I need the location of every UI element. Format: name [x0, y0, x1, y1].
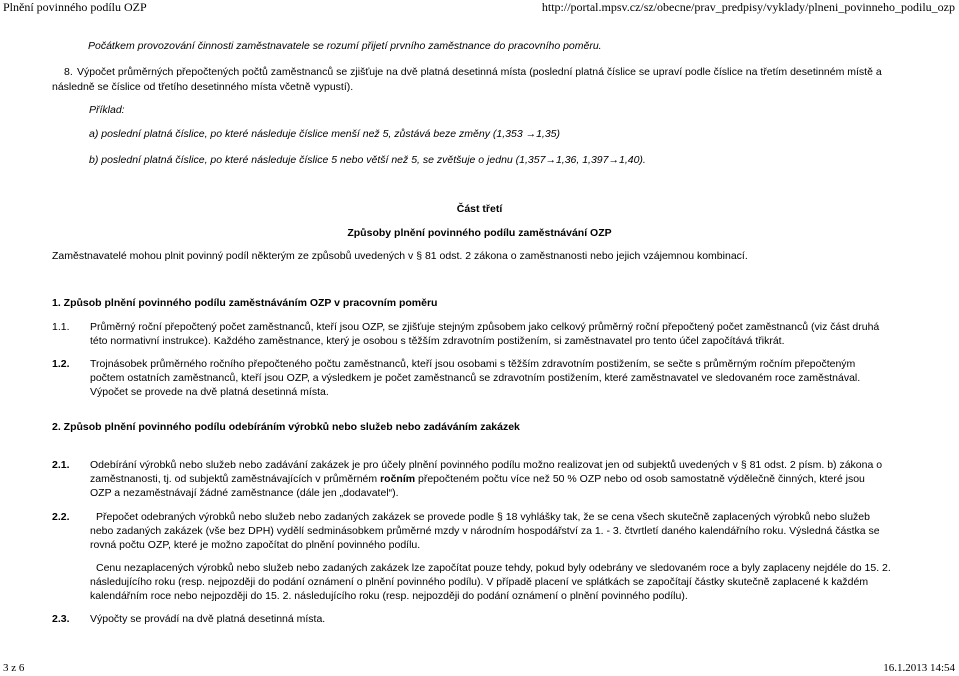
s22-line-2: nebo zadaných zakázek (vše bez DPH) vydělí sedminásobkem průměrné mzdy v národním hospodářství za 1. - 3. čtvrtletí daného kalendářního roku. Výsledná částka se [90, 525, 880, 537]
example-label: Příklad: [89, 104, 125, 116]
p8-line-2: následně se číslice od třetího desetinného místa včetně vypustí). [52, 81, 354, 93]
part-intro: Zaměstnavatelé mohou plnit povinný podíl některým ze způsobů uvedených v § 81 odst. 2 zákona o zaměstnanosti nebo jejich vzájemnou kombinací. [52, 250, 748, 262]
section-2-heading: 2. Způsob plnění povinného podílu odebíráním výrobků nebo služeb nebo zadáváním zakázek [52, 421, 520, 433]
s21-line-3: OZP a nezaměstnávají žádné zaměstnance (dále jen „dodavatel“). [90, 487, 399, 499]
s21-line-2-bold: ročním [380, 473, 416, 485]
header-url[interactable]: http://portal.mpsv.cz/sz/obecne/prav_predpisy/vyklady/plneni_povinneho_podilu_ozp [541, 0, 955, 14]
example-a: a) poslední platná číslice, po které následuje číslice menší než 5, zůstává beze změny (1,353 →1,35) [89, 128, 561, 140]
s21-line-2 [90, 472, 865, 487]
part-subtitle: Způsoby plnění povinného podílu zaměstnávání OZP [347, 227, 612, 239]
intro-text: Počátkem provozování činnosti zaměstnavatele se rozumí přijetí prvního zaměstnance do pracovního poměru. [88, 40, 602, 52]
s22-number: 2.2. [52, 511, 70, 523]
s21-line-1: Odebírání výrobků nebo služeb nebo zadávání zakázek je pro účely plnění povinného podílu možno realizovat jen od subjektů uvedených v § 81 odst. 2 písm. b) zákona o [90, 459, 883, 471]
s22-line-1: Přepočet odebraných výrobků nebo služeb nebo zadaných zakázek se provede podle § 18 vyhlášky tak, že se cena všech skutečně zaplacených výrobků nebo služeb [96, 511, 870, 523]
p8-number: 8. [64, 66, 73, 78]
p8-line-1: Výpočet průměrných přepočtených počtů zaměstnanců se zjišťuje na dvě platná desetinná místa (poslední platná číslice se upraví podle číslice na třetím desetinném místě a [77, 66, 882, 78]
s23-line-1: Výpočty se provádí na dvě platná desetinná místa. [90, 613, 326, 625]
s11-number: 1.1. [52, 321, 70, 333]
s12-line-3: Výpočet se provede na dvě platná desetinná místa. [90, 386, 329, 398]
s22b-line-2: následujícího roku (resp. nejpozději do podání oznámení o plnění povinného podílu). V případě placení ve splátkách se započítají částky skutečně zaplacené k každém [90, 576, 869, 588]
header-title: Plnění povinného podílu OZP [3, 0, 147, 14]
section-1-heading: 1. Způsob plnění povinného podílu zaměstnáváním OZP v pracovním poměru [52, 297, 438, 309]
part-title: Část třetí [456, 203, 503, 215]
s11-line-1: Průměrný roční přepočtený počet zaměstnanců, kteří jsou OZP, se zjišťuje stejným způsobem jako celkový průměrný roční přepočtený počet zaměstnanců (viz část druhá [90, 321, 880, 333]
s22b-line-3: kalendářním roce nebo nejpozději do 15. 2. následujícího roku (resp. nejpozději do podání oznámení o plnění povinného podílu). [90, 590, 688, 602]
s12-line-2: počtem ostatních zaměstnanců, kteří jsou OZP, a výsledkem je počet zaměstnanců se zdravotním postižením, které zaměstnavatel ve sledovaném roce zaměstnával. [90, 372, 861, 384]
s23-number: 2.3. [52, 613, 70, 625]
s11-line-2: této normativní instrukce). Každého zaměstnance, který je osobou s těžším zdravotním postižením, si zaměstnavatel pro tento účel započítává třikrát. [90, 335, 785, 347]
s12-line-1: Trojnásobek průměrného ročního přepočteného počtu zaměstnanců, kteří jsou osobami s těžším zdravotním postižením, se sečte s průměrným ročním přepočteným [90, 358, 856, 370]
page-number: 3 z 6 [3, 662, 25, 674]
s22-line-3: rovná počtu OZP, které je možno započítat do plnění povinného podílu. [90, 539, 421, 551]
s12-number: 1.2. [52, 358, 70, 370]
s22b-line-1: Cenu nezaplacených výrobků nebo služeb nebo zadaných zakázek lze započítat pouze tehdy, pokud byly odebrány ve sledovaném roce a byly zaplaceny nejdéle do 15. 2. [96, 562, 891, 574]
s21-number: 2.1. [52, 459, 70, 471]
page-header [0, 0, 959, 16]
s21-line-2-start: zaměstnanosti, tj. od subjektů zaměstnávajících v průměrném [90, 473, 381, 485]
s21-line-2-end: přepočteném počtu více než 50 % OZP nebo od osob samostatně výdělečně činných, které jsou [415, 473, 865, 485]
page-footer [0, 662, 959, 676]
print-datetime: 16.1.2013 14:54 [883, 662, 955, 674]
example-b: b) poslední platná číslice, po které následuje číslice 5 nebo větší než 5, se zvětšuje o jednu (1,357→1,36, 1,397→1,40). [89, 154, 646, 166]
